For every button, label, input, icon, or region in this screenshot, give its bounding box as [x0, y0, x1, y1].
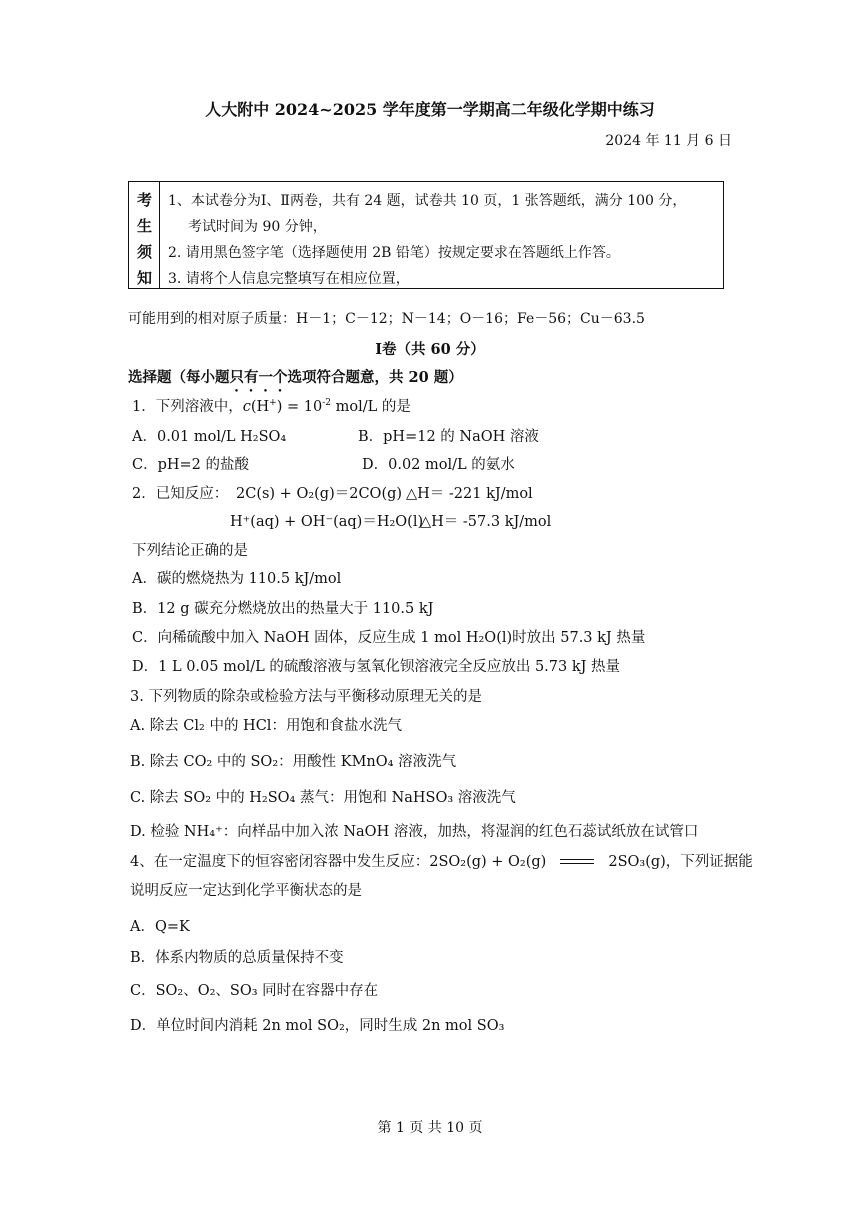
q2-option-c: C．向稀硫酸中加入 NaOH 固体，反应生成 1 mol H₂O(l)时放出 57.3 kJ 热量	[132, 630, 646, 646]
q1-option-a: A．0.01 mol/L H₂SO₄	[132, 429, 287, 445]
q2-option-d: D．1 L 0.05 mol/L 的硫酸溶液与氢氧化钡溶液完全反应放出 5.73 kJ 热量	[132, 659, 621, 675]
page-number: 第 1 页 共 10 页	[377, 1120, 483, 1136]
q2-equation-1: 2C(s) + O₂(g)＝2CO(g)	[236, 486, 403, 502]
q2-ask: 下列结论正确的是	[132, 543, 248, 559]
atomic-masses: 可能用到的相对原子质量：H－1；C－12；N－14；O－16；Fe－56；Cu－63.5	[128, 311, 645, 327]
q2-enthalpy-2: △H＝ -57.3 kJ/mol	[420, 514, 552, 530]
section-title: Ⅰ卷（共 60 分）	[375, 341, 485, 358]
q3-stem: 3. 下列物质的除杂或检验方法与平衡移动原理无关的是	[130, 689, 482, 705]
notice-heading-char: 须	[136, 243, 152, 261]
q1-option-d: D．0.02 mol/L 的氨水	[362, 457, 515, 473]
reversible-equilibrium-sign	[560, 857, 594, 867]
q2-stem-label: 2．已知反应：	[132, 486, 229, 502]
section-instruction: 选择题（每小题只有一个选项符合题意，共 20 题）	[128, 369, 463, 386]
exam-date: 2024 年 11 月 6 日	[605, 133, 732, 149]
candidate-notice-box	[128, 181, 724, 289]
q2-enthalpy-1: △H＝ -221 kJ/mol	[406, 486, 533, 502]
exam-title: 人大附中 2024~2025 学年度第一学期高二年级化学期中练习	[205, 100, 655, 119]
q4-option-d: D．单位时间内消耗 2n mol SO₂，同时生成 2n mol SO₃	[130, 1018, 505, 1034]
q2-option-a: A．碳的燃烧热为 110.5 kJ/mol	[132, 571, 342, 587]
notice-heading-char: 知	[136, 269, 152, 287]
notice-item-1: 1、本试卷分为Ⅰ、Ⅱ两卷，共有 24 题，试卷共 10 页，1 张答题纸，满分 100 分，	[168, 193, 687, 209]
notice-heading-char: 生	[136, 217, 152, 235]
q1-option-b: B．pH=12 的 NaOH 溶液	[358, 429, 539, 445]
notice-heading	[129, 182, 160, 288]
q2-option-b: B．12 g 碳充分燃烧放出的热量大于 110.5 kJ	[132, 601, 434, 617]
notice-item-2: 2. 请用黑色签字笔（选择题使用 2B 铅笔）按规定要求在答题纸上作答。	[168, 245, 620, 261]
q4-option-b: B．体系内物质的总质量保持不变	[130, 950, 344, 966]
q1-option-c: C．pH=2 的盐酸	[132, 457, 250, 473]
q3-option-a: A. 除去 Cl₂ 中的 HCl：用饱和食盐水洗气	[130, 718, 402, 734]
notice-item-3: 3. 请将个人信息完整填写在相应位置，	[168, 271, 410, 287]
q4-option-c: C．SO₂、O₂、SO₃ 同时在容器中存在	[130, 983, 379, 999]
notice-heading-char: 考	[136, 191, 152, 209]
q2-equation-2: H⁺(aq) + OH⁻(aq)＝H₂O(l)	[230, 514, 424, 530]
q3-option-c: C. 除去 SO₂ 中的 H₂SO₄ 蒸气：用饱和 NaHSO₃ 溶液洗气	[130, 790, 516, 806]
notice-item-1-cont: 考试时间为 90 分钟，	[188, 219, 327, 235]
q3-option-b: B. 除去 CO₂ 中的 SO₂：用酸性 KMnO₄ 溶液洗气	[130, 754, 457, 770]
q4-option-a: A．Q=K	[130, 919, 190, 935]
q4-stem-line-2: 说明反应一定达到化学平衡状态的是	[130, 883, 362, 899]
q3-option-d: D. 检验 NH₄⁺：向样品中加入浓 NaOH 溶液，加热，将湿润的红色石蕊试纸放在试管口	[130, 824, 699, 840]
q1-stem: 1．下列溶液中，$c(H^+) = 10^{-2}$ mol/L 的是	[132, 398, 411, 415]
emphasis-only-one: 只有一个	[229, 369, 288, 386]
q4-stem: 4、在一定温度下的恒容密闭容器中发生反应：2SO₂(g) + O₂(g) 2SO₃(g)，下列证据能	[130, 854, 753, 870]
